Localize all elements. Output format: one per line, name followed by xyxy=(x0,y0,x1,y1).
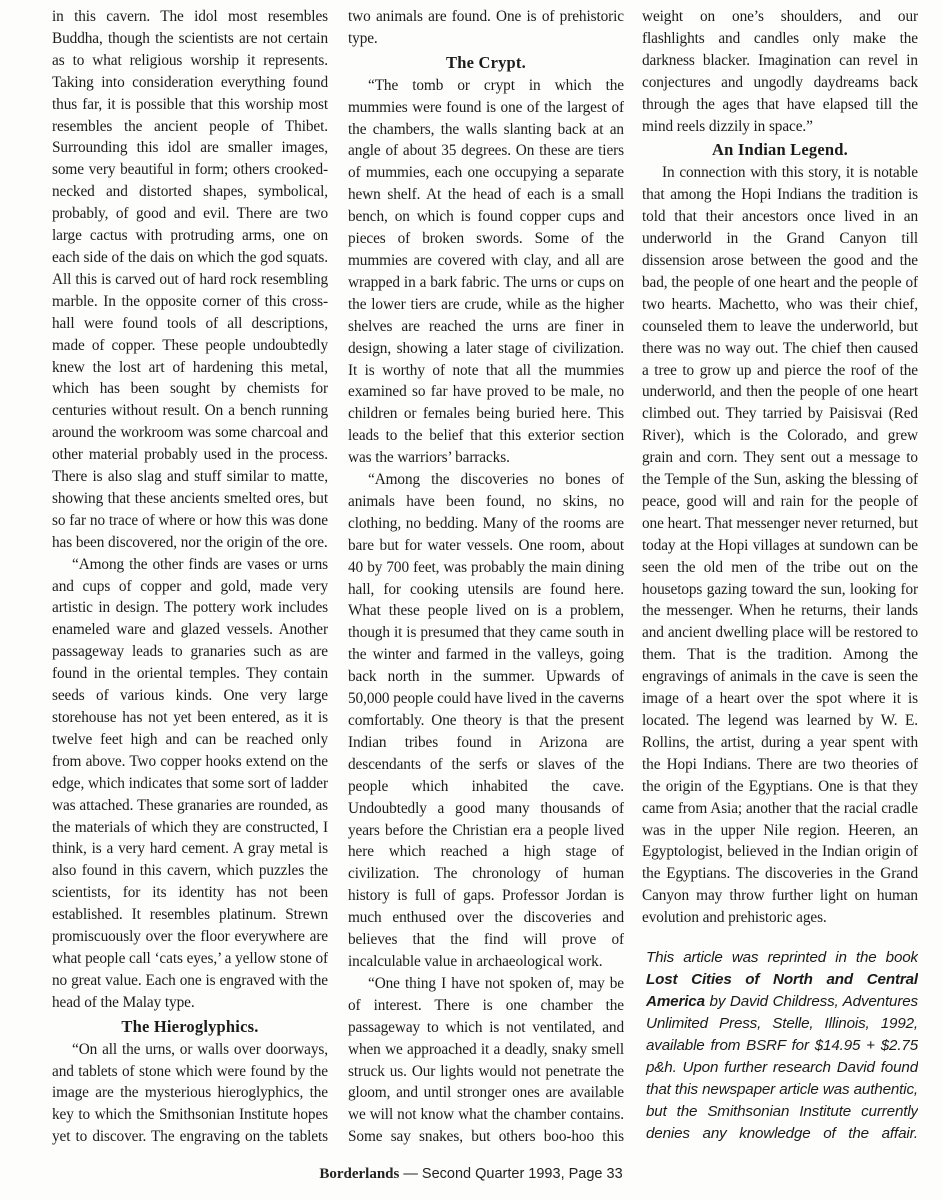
paragraph: weight on one’s shoulders, and our flashlights and candles only make the darkness blacker. Imagination can revel in conjectures and ungodly daydreams back through the ages that have elapsed till the mind reels dizzily in space.” xyxy=(642,8,918,135)
column-1 xyxy=(52,6,328,1148)
paragraph: two animals are found. One is of prehistoric type. xyxy=(348,8,624,47)
paragraph: “On all the urns, or walls over doorways, and tablets of stone which were found by the image are the mysterious hieroglyphics, the key to which the Smithsonian Institute hopes yet to discover. The engraving on the tablets xyxy=(52,1040,328,1146)
section-heading-hieroglyphics: The Hieroglyphics. xyxy=(121,1016,259,1036)
editor-note xyxy=(642,947,918,1148)
paragraph: “Among the discoveries no bones of animals have been found, no skins, no clothing, no bedding. Many of the rooms are bare but for water vessels. One room, about 40 by 700 feet, was probably the main dining hall, for cooking utensils are found here. What these people lived on is a problem, though it is presumed that they came south in the winter and farmed in the valleys, going back north in the summer. Upwards of 50,000 people could have lived in the caverns comfortably. One theory is that the present Indian tribes found in Arizona are descendants of the serfs or slaves of the people which inhabited the cave. Undoubtedly a good many thousands of years before the Christian era a people lived here which reached a high stage of civilization. The chronology of human history is full of gaps. Professor Jordan is much enthused over the discoveries and believes that the find will prove of incalculable value in archaeological work. xyxy=(348,471,624,970)
section-heading-indian-legend: An Indian Legend. xyxy=(712,140,848,160)
column-2 xyxy=(348,6,624,1148)
paragraph: in this cavern. The idol most resembles Buddha, though the scientists are not certain as to what religious worship it represents. Taking into consideration everything found thus far, it is possible that this worship most resembles the ancient people of Thibet. Surrounding this idol are smaller images, some very beautiful in form; others crooked-necked and distorted shapes, symbolical, probably, of good and evil. There are two large cactus with protruding arms, one on each side of the dais on which the god squats. All this is carved out of hard rock resembling marble. In the opposite corner of this cross-hall were found tools of all descriptions, made of copper. These people undoubtedly knew the lost art of hardening this metal, which has been sought by chemists for centuries without result. On a bench running around the workroom was some charcoal and other material probably used in the process. There is also slag and stuff similar to matte, showing that these ancients smelted ores, but so far no trace of where or how this was done has been discovered, nor the origin of the ore. xyxy=(52,8,328,551)
paragraph: In connection with this story, it is notable that among the Hopi Indians the tradition is told that their ancestors once lived in an underworld in the Grand Canyon till dissension arose between the good and the bad, the people of one heart and the people of two hearts. Machetto, who was their chief, counseled them to leave the underworld, but there was no way out. The chief then caused a tree to grow up and pierce the roof of the underworld, and then the people of one heart climbed out. They tarried by Paisisvai (Red River), which is the Colorado, and grew grain and corn. They sent out a message to the Temple of the Sun, asking the blessing of peace, good will and rain for the people of one heart. That messenger never returned, but today at the Hopi villages at sundown can be seen the old men of the tribe out on the housetops gazing toward the sun, looking for the messenger. When he returns, their lands and ancient dwelling place will be restored to them. That is the tradition. Among the engravings of animals in the cave is seen the image of a heart over the spot where it is located. The legend was learned by W. E. Rollins, the artist, during a year spent with the Hopi Indians. There are two theories of the origin of the Egyptians. One is that they came from Asia; another that the racial cradle was in the upper Nile region. Heeren, an Egyptologist, believed in the Indian origin of the Egyptians. The discoveries in the Grand Canyon may throw further light on human evolution and prehistoric ages. xyxy=(642,164,918,927)
column-3 xyxy=(642,6,918,1148)
paragraph: “One thing I have not spoken of, may be of interest. There is one chamber the passageway to which is not ventilated, and when we approached it a deadly, snaky smell struck us. Our lights would not penetrate the gloom, and until stronger ones are available we will not know what the chamber contains. Some say snakes, but others boo-hoo this xyxy=(348,974,624,1146)
note-text: by David Childress, Adventures Unlimited Press, Stelle, Illinois, 1992, available from BSRF for $14.95 + $2.75 p&h. Upon further research David found that this newspaper article was authentic, but the Smithsonian Institute currently denies any knowledge of the affair. xyxy=(646,993,918,1143)
section-heading-crypt: The Crypt. xyxy=(446,52,526,72)
paragraph: “The tomb or crypt in which the mummies were found is one of the largest of the chambers, the walls slanting back at an angle of about 35 degrees. On these are tiers of mummies, each one occupying a separate hewn shelf. At the head of each is a small bench, on which is found copper cups and pieces of broken swords. Some of the mummies are covered with clay, and all are wrapped in a bark fabric. The urns or cups on the lower tiers are crude, while as the higher shelves are reached the urns are finer in design, showing a later stage of civilization. It is worthy of note that all the mummies examined so far have proved to be male, no children or females being buried here. This leads to the belief that this exterior section was the warriors’ barracks. xyxy=(348,76,624,467)
issue-info: — Second Quarter 1993, Page 33 xyxy=(399,1166,623,1182)
magazine-name: Borderlands xyxy=(319,1166,400,1182)
note-book-title: Lost Cities of North and Central America xyxy=(646,971,918,1011)
note-text: This article was reprinted in the book xyxy=(646,949,918,967)
paragraph: “Among the other finds are vases or urns and cups of copper and gold, made very artistic in design. The pottery work includes enameled ware and glazed vessels. Another passageway leads to granaries such as are found in the oriental temples. They contain seeds of various kinds. One very large storehouse has not yet been entered, as it is twelve feet high and can be reached only from above. Two copper hooks extend on the edge, which indicates that some sort of ladder was attached. These granaries are rounded, as the materials of which they are constructed, I think, is a very hard cement. A gray metal is also found in this cavern, which puzzles the scientists, for its identity has not been established. It resembles platinum. Strewn promiscuously over the floor everywhere are what people call ‘cats eyes,’ a yellow stone of no great value. Each one is engraved with the head of the Malay type. xyxy=(52,555,328,1011)
page-footer xyxy=(0,1166,942,1183)
